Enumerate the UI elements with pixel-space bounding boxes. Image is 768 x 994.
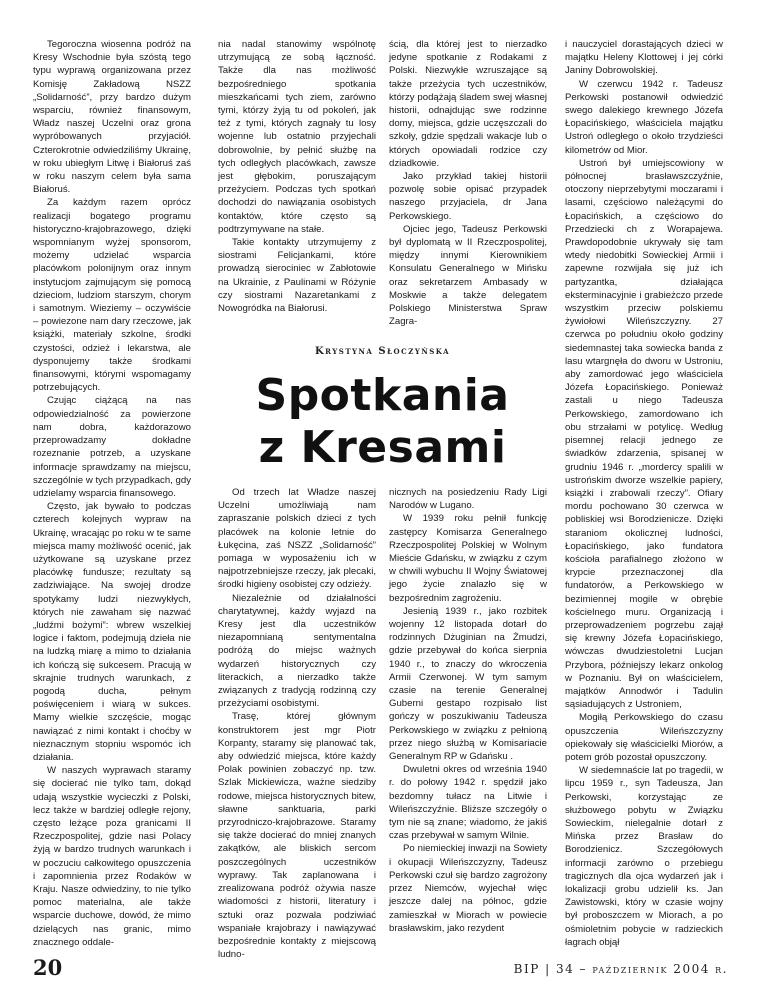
paragraph: W 1939 roku pełnił funkcję zastępcy Komisarza Generalnego Rzeczpospolitej Polskiej w Wolnym Mieście Gdańsku, w związku z czym w chwili wybuchu II Wojny Światowej jego życie znalazło się w bezpośrednim zagrożeniu. bbox=[389, 513, 547, 604]
article-title-line-2: z Kresami bbox=[258, 422, 507, 473]
paragraph: Trasę, której głównym konstruktorem jest mgr Piotr Korpanty, staramy się planować tak, aby odwiedzić miejsca, które każdy Polak powinien zobaczyć np. tzw. Szlak Mickiewicza, ważne siedziby rodowe, miejsca historycznych bitew, sławne sanktuaria, parki przyrodniczo-krajobrazowe. Staramy się także docierać do mniej znanych zakątków, ale bliskich sercom poszczególnych uczestników wyprawy. Tak zaplanowana i zrealizowana podróż ożywia nasze wiadomości z historii, literatury i sztuki oraz pozwala podziwiać wspaniałe krajobrazy i nawiązywać bezpośrednie kontakty z miejscową ludno- bbox=[218, 711, 376, 961]
paragraph: W siedemnaście lat po tragedii, w lipcu 1959 r., syn Tadeusza, Jan Perkowski, korzystając ze służbowego pobytu w Związku Sowieckim, nielegalnie dotarł z Mińska przez Brasław do Borodzienicz. Szczegółowych informacji zarówno o przebiegu tragicznych dla ojca wydarzeń jak i lokalizacji grobu udzielił ks. Jan Zawistowski, który w czasie wojny był proboszczem w Miorach, a po ośmioletnim pobycie w radzieckich łagrach objął bbox=[565, 765, 723, 948]
paragraph: Dwuletni okres od września 1940 r. do połowy 1942 r. spędził jako bezdomny tułacz na Litwie i Wileńszczyźnie. Bliższe szczegóły o tym nie są znane; wiadomo, że jakiś czas przebywał w samym Wilnie. bbox=[389, 764, 547, 842]
column-3-bottom bbox=[389, 486, 547, 935]
paragraph: W czerwcu 1942 r. Tadeusz Perkowski postanowił odwiedzić swego dalekiego krewnego Józefa Łopacińskiego, właściciela majątku Ustroń odległego o około trzydzieści kilometrów od Mior. bbox=[565, 78, 723, 156]
paragraph: Czując ciążącą na nas odpowiedzialność za powierzone nam dobra, każdorazowo przeprowadzamy dokładne rozeznanie potrzeb, a uzyskane informacje sprawdzamy na miejscu, szczególnie w tych przypadkach, gdy udzielamy wsparcia finansowego. bbox=[33, 395, 191, 499]
paragraph: Jesienią 1939 r., jako rozbitek wojenny 12 listopada dotarł do rodzinnych Dżuginian na Żmudzi, gdzie przebywał do końca sierpnia 1940 r., to znaczy do wkroczenia Armii Czerwonej. W tym samym czasie na terenie Generalnej Guberni gestapo rozpisało list gończy w poszukiwaniu Tadeusza Perkowskiego w związku z pełnioną przez niego służbą w Komisariacie Generalnym RP w Gdańsku . bbox=[389, 605, 547, 763]
column-2-bottom bbox=[218, 486, 376, 961]
paragraph: Od trzech lat Władze naszej Uczelni umożliwiają nam zapraszanie polskich dzieci z tych placówek na kolonie letnie do Łukęcina, zaś NSZZ „Solidarność” pomaga w wyposażeniu ich w najpotrzebniejsze rzeczy, jak plecaki, środki higieny osobistej czy odzieży. bbox=[218, 487, 376, 591]
paragraph: Tegoroczna wiosenna podróż na Kresy Wschodnie była szóstą tego typu wyprawą organizowana przez Komisję Zakładową NSZZ „Solidarność”, przy bardzo dużym wsparciu, również finansowym, Władz naszej Uczelni oraz grona wypróbowanych przyjaciół. Czterokrotnie odwiedziliśmy Ukrainę, w roku ubiegłym Litwę i Białoruś zaś w roku naszym celem była sama Białoruś. bbox=[33, 39, 191, 196]
column-4 bbox=[565, 38, 723, 949]
paragraph: Ustroń był umiejscowiony w północnej brasławszczyźnie, otoczony nieprzebytymi moczarami i lasami, częściowo należącymi do Łopacińskich, a częściowo do Przedziecki ch z Worapajewa. Prawdopodobnie ukrywały się tam wtedy niedobitki Sowieckiej Armii i zapewne rozwijała się już ich partyzantka, działająca eksterminacyjnie i grabieżczo przede wszystkim przeciw polskiemu żywiołowi Wileńszczyzny. 27 czerwca po południu około godziny siedemnastej taka sowiecka banda z lasu wtargnęła do dworu w Ustroniu, aby zamordować jego właściciela Józefa Łopacińskiego. Ponieważ zastali u niego Tadeusza Perkowskiego, zamordowano ich obu strzałami w potylicę. Według pisemnej relacji jednego ze świadków zdarzenia, spisanej w grudniu 1946 r. „mordercy spalili w ustrońskim dworze wszelkie papiery, książki i zrabowali rzeczy”. Ofiary mordu pochowano 30 czerwca w pobliskiej wsi Borodzienicze. Dzięki staraniom okolicznej ludności, Łopacińskiego, jako fundatora kościoła parafialnego złożono w krypcie przeznaczonej dla fundatorów, a Perkowskiego w bezimiennej mogile w obrębie kościelnego muru. Organizacją i przeprowadzeniem pogrzebu zajął się krewny Józefa Łopacińskiego, wówczas dwudziestoletni Lucjan Przybora, późniejszy lekarz onkolog w Poznaniu. Był on właścicielem, majątków Annodwór i Tadulin sąsiadujących z Ustroniem, bbox=[565, 157, 723, 711]
paragraph: Niezależnie od działalności charytatywnej, każdy wyjazd na Kresy jest dla uczestników niezapomnianą sentymentalna podróżą do miejsc ważnych wydarzeń historycznych czy literackich, a nierzadko także związanych z tradycją rodzinną czy przeżyciami osobistymi. bbox=[218, 592, 376, 710]
paragraph: i nauczyciel dorastających dzieci w majątku Heleny Klottowej i jej córki Janiny Dobrowolskiej. bbox=[565, 39, 723, 77]
page-number: 20 bbox=[33, 955, 63, 980]
paragraph: Mogiłą Perkowskiego do czasu opuszczenia Wileńszczyzny opiekowały się właścicielki Miorów, a potem grób pozostał opuszczony. bbox=[565, 712, 723, 763]
paragraph: nia nadal stanowimy wspólnotę utrzymującą ze sobą łączność. Także dla nas możliwość bezpośredniego spotkania mieszkańcami tych ziem, zarówno tymi, którzy żyją tu od pokoleń, jak też z tymi, których zagnały tu losy wojenne lub ostatnio przyjechali dobrowolnie, by pełnić służbę na tych odległych placówkach, zawsze jest głębokim, poruszającym przeżyciem. Podczas tych spotkań dochodzi do nawiązania osobistych kontaktów, które często są podtrzymywane na stałe. bbox=[218, 39, 376, 235]
paragraph: W naszych wyprawach staramy się docierać nie tylko tam, dokąd udają wszystkie wycieczki z Polski, lecz także w bardziej odległe rejony, często leżące poza granicami II Rzeczpospolitej, gdzie nasi Polacy żyją w bardzo trudnych warunkach i w poczuciu całkowitego opuszczenia i zapomnienia przez Rodaków w Kraju. Nasze odwiedziny, to nie tylko pomoc materialna, ale także wsparcie duchowe, dowód, że mimo dzielących nas granic, mimo znacznego oddale- bbox=[33, 765, 191, 948]
column-3-top bbox=[389, 38, 547, 328]
paragraph: Takie kontakty utrzymujemy z siostrami Felicjankami, które prowadzą sierociniec w Zabłotowie na Ukrainie, z Paulinami w Różynie czy siostrami Nazaretankami z Nowogródka na Białorusi. bbox=[218, 237, 376, 315]
paragraph: nicznych na posiedzeniu Rady Ligi Narodów w Lugano. bbox=[389, 487, 547, 512]
paragraph: ścią, dla której jest to nierzadko jedyne spotkanie z Rodakami z Polski. Niezwykłe wzruszające są także przeżycia tych uczestników, którzy podążają śladem swej własnej historii, odnajdując swe rodzinne domy, miejsca, gdzie uczęszczali do szkoły, gdzie spędzali wakacje lub o których opowiadali rodzice czy dziadkowie. bbox=[389, 39, 547, 169]
paragraph: Ojciec jego, Tadeusz Perkowski był dyplomatą w II Rzeczpospolitej, między innymi Kierownikiem Konsulatu Generalnego w Mińsku oraz sekretarzem Ambasady w Moskwie a także delegatem Polskiego Ministerstwa Spraw Zagra- bbox=[389, 223, 547, 328]
article-title-line-1: Spotkania bbox=[255, 370, 510, 421]
journal-footer: BIP | 34 – październik 2004 r. bbox=[513, 962, 728, 976]
article-title bbox=[205, 370, 560, 474]
article-author: Krystyna Słoczyńska bbox=[314, 346, 450, 357]
column-1 bbox=[33, 38, 191, 949]
paragraph: Często, jak bywało to podczas czterech kolejnych wypraw na Ukrainę, wracając po roku w te same miejsca mamy możliwość ocenić, jak użytkowane są uzyskane przez placówkę fundusze; rezultaty są zadziwiające. Na swojej drodze spotykamy ludzi niezwykłych, których nie zawaham się nazwać „ludźmi bożymi”: wbrew wszelkiej logice i faktom, podejmują dzieła nie na ludzką miarę a mimo to działania ich kończą się sukcesem. Pracują w skrajnie trudnych warunkach, z pogodą ducha, pełnym poświęceniem i wiarą w sukces. Mamy wielkie szczęście, mogąc nawiązać z nimi kontakt i choćby w nieznacznym stopniu wspomóc ich działania. bbox=[33, 501, 191, 763]
column-2-top bbox=[218, 38, 376, 315]
paragraph: Za każdym razem oprócz realizacji bogatego programu historyczno-krajobrazowego, dzięki wspomnianym wyżej sponsorom, możemy udzielać wsparcia placówkom polonijnym oraz innym instytucjom zajmującym się pomocą dzieciom, ludziom starszym, chorym i samotnym. Wieziemy – oczywiście – powiezone nam dary rzeczowe, jak książki, materiały szkolne, środki czystości, odzież i lekarstwa, ale dysponujemy także środkami finansowymi, którymi wspomagamy potrzebujących. bbox=[33, 197, 191, 394]
paragraph: Jako przykład takiej historii pozwolę sobie opisać przypadek naszego przyjaciela, dr Jana Perkowskiego. bbox=[389, 171, 547, 222]
paragraph: Po niemieckiej inwazji na Sowiety i okupacji Wileńszczyzny, Tadeusz Perkowski czuł się bardzo zagrożony przez Niemców, wyjechał więc jeszcze dalej na północ, gdzie zamieszkał w Miorach w powiecie brasławskim, jako rezydent bbox=[389, 843, 547, 934]
